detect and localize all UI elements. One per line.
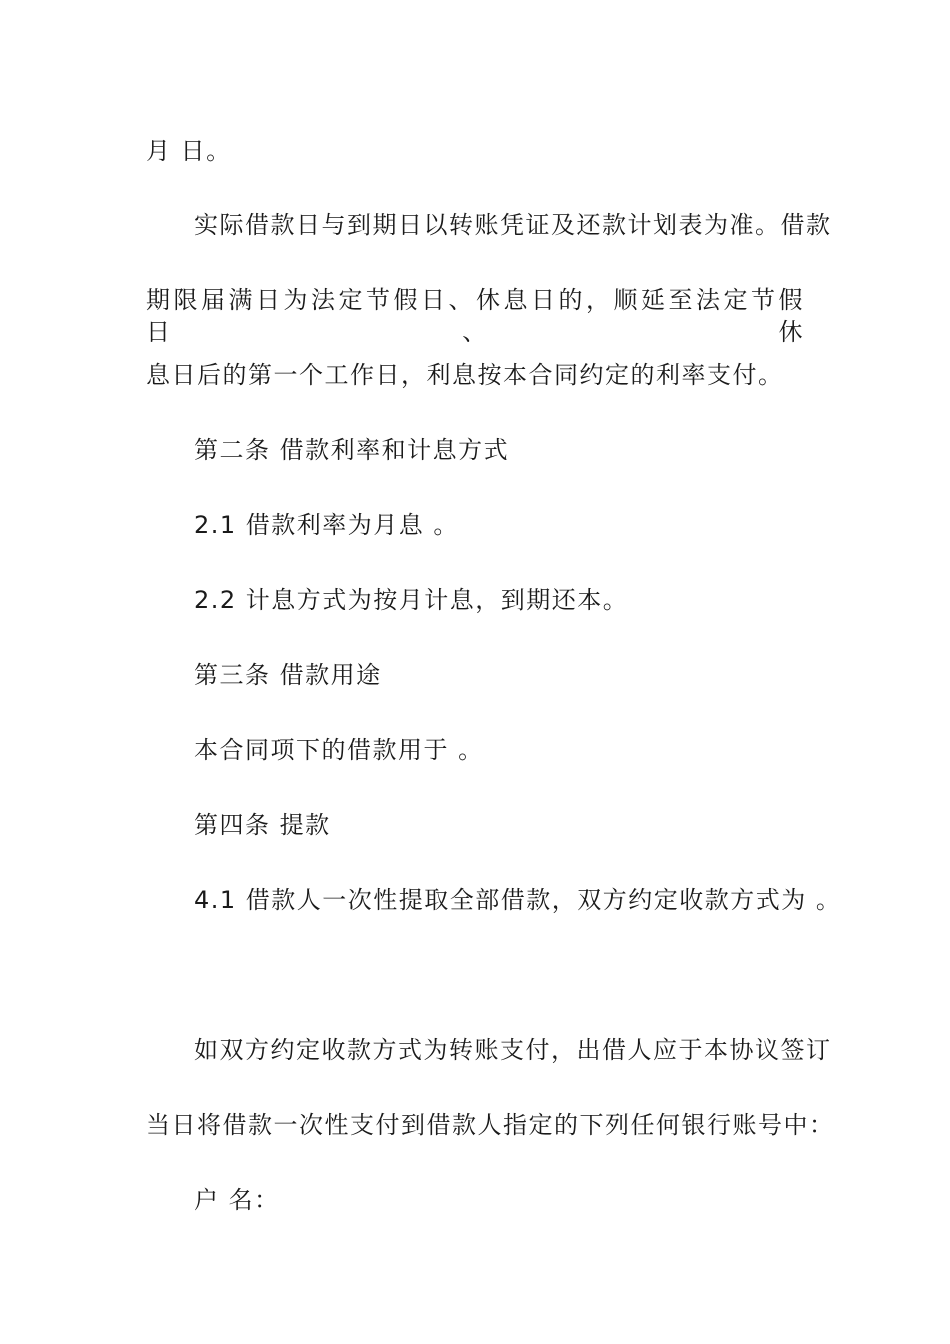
clause-2-1: 2.1 借款利率为月息 。 [194,511,459,539]
paragraph-date-fragment: 月 日。 [146,137,232,165]
account-name-label: 户 名： [194,1186,280,1214]
paragraph-transfer-line-1: 如双方约定收款方式为转账支付，出借人应于本协议签订 [194,1036,832,1064]
article-4-heading: 第四条 提款 [194,811,331,839]
article-3-heading: 第三条 借款用途 [194,661,382,689]
paragraph-loan-date-line-1: 实际借款日与到期日以转账凭证及还款计划表为准。借款 [194,211,832,239]
clause-2-2: 2.2 计息方式为按月计息，到期还本。 [194,586,629,614]
paragraph-transfer-line-2: 当日将借款一次性支付到借款人指定的下列任何银行账号中： [146,1111,835,1139]
paragraph-loan-date-line-3: 息日后的第一个工作日，利息按本合同约定的利率支付。 [146,361,784,389]
clause-3-body: 本合同项下的借款用于 。 [194,736,484,764]
clause-4-1: 4.1 借款人一次性提取全部借款，双方约定收款方式为 。 [194,886,842,914]
paragraph-loan-date-line-2: 期限届满日为法定节假日、休息日的，顺延至法定节假日、休 [146,286,804,346]
article-2-heading: 第二条 借款利率和计息方式 [194,436,510,464]
